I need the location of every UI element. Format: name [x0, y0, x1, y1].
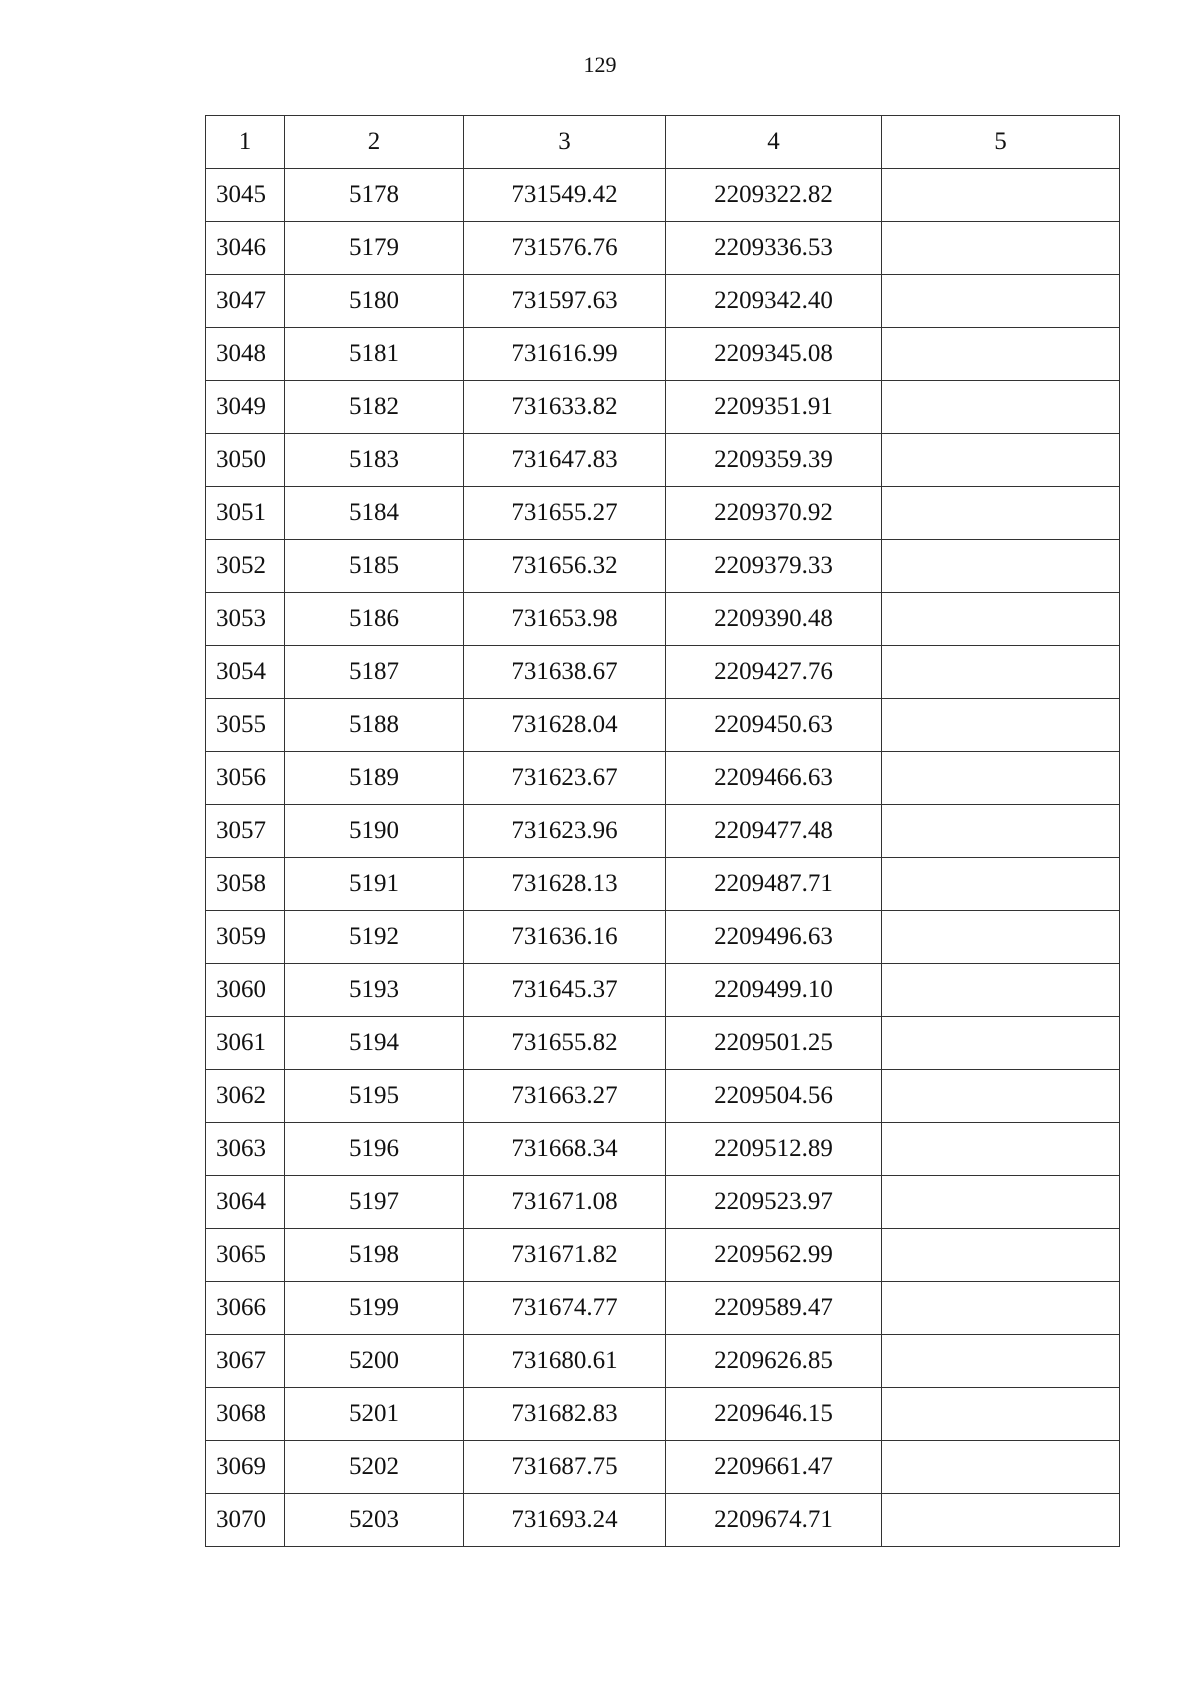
- table-cell-col-3: 731645.37: [464, 964, 666, 1017]
- table-cell-col-4: 2209646.15: [666, 1388, 882, 1441]
- table-cell-col-5: [882, 1176, 1120, 1229]
- table-row: [206, 1123, 1120, 1176]
- table-row: [206, 593, 1120, 646]
- table-cell-col-1: 3056: [206, 752, 285, 805]
- table-cell-col-2: 5201: [285, 1388, 464, 1441]
- table-cell-col-2: 5194: [285, 1017, 464, 1070]
- table-cell-col-4: 2209427.76: [666, 646, 882, 699]
- table-cell-col-4: 2209487.71: [666, 858, 882, 911]
- table-cell-col-4: 2209523.97: [666, 1176, 882, 1229]
- table-cell-col-4: 2209562.99: [666, 1229, 882, 1282]
- table-cell-col-3: 731623.67: [464, 752, 666, 805]
- table-cell-col-2: 5182: [285, 381, 464, 434]
- table-cell-col-2: 5189: [285, 752, 464, 805]
- column-header-1: 1: [206, 116, 285, 169]
- table-cell-col-4: 2209342.40: [666, 275, 882, 328]
- table-cell-col-5: [882, 858, 1120, 911]
- table-row: [206, 434, 1120, 487]
- table-cell-col-2: 5188: [285, 699, 464, 752]
- table-cell-col-3: 731656.32: [464, 540, 666, 593]
- table-row: [206, 1017, 1120, 1070]
- table-cell-col-5: [882, 487, 1120, 540]
- table-cell-col-5: [882, 752, 1120, 805]
- table-row: [206, 487, 1120, 540]
- table-cell-col-4: 2209322.82: [666, 169, 882, 222]
- table-cell-col-3: 731655.27: [464, 487, 666, 540]
- table-body: [206, 116, 1120, 1547]
- table-cell-col-2: 5195: [285, 1070, 464, 1123]
- table-cell-col-3: 731647.83: [464, 434, 666, 487]
- table-cell-col-3: 731682.83: [464, 1388, 666, 1441]
- table-cell-col-1: 3057: [206, 805, 285, 858]
- table-cell-col-1: 3054: [206, 646, 285, 699]
- table-cell-col-3: 731628.13: [464, 858, 666, 911]
- table-cell-col-3: 731671.82: [464, 1229, 666, 1282]
- table-row: [206, 328, 1120, 381]
- table-cell-col-1: 3066: [206, 1282, 285, 1335]
- table-cell-col-5: [882, 1335, 1120, 1388]
- table-row: [206, 275, 1120, 328]
- table-cell-col-3: 731549.42: [464, 169, 666, 222]
- table-cell-col-3: 731693.24: [464, 1494, 666, 1547]
- table-header-row: [206, 116, 1120, 169]
- table-cell-col-2: 5192: [285, 911, 464, 964]
- table-cell-col-3: 731668.34: [464, 1123, 666, 1176]
- table-cell-col-4: 2209351.91: [666, 381, 882, 434]
- table-cell-col-2: 5203: [285, 1494, 464, 1547]
- table-cell-col-3: 731597.63: [464, 275, 666, 328]
- table-cell-col-3: 731674.77: [464, 1282, 666, 1335]
- table-cell-col-4: 2209359.39: [666, 434, 882, 487]
- table-cell-col-5: [882, 1441, 1120, 1494]
- table-row: [206, 381, 1120, 434]
- table-cell-col-5: [882, 1229, 1120, 1282]
- table-row: [206, 1070, 1120, 1123]
- table-cell-col-1: 3067: [206, 1335, 285, 1388]
- table-cell-col-3: 731687.75: [464, 1441, 666, 1494]
- table-cell-col-2: 5198: [285, 1229, 464, 1282]
- table-row: [206, 169, 1120, 222]
- table-cell-col-1: 3070: [206, 1494, 285, 1547]
- column-header-2: 2: [285, 116, 464, 169]
- table-cell-col-2: 5196: [285, 1123, 464, 1176]
- table-cell-col-3: 731576.76: [464, 222, 666, 275]
- table-cell-col-3: 731663.27: [464, 1070, 666, 1123]
- table-cell-col-5: [882, 169, 1120, 222]
- table-cell-col-5: [882, 328, 1120, 381]
- table-cell-col-5: [882, 1070, 1120, 1123]
- column-header-4: 4: [666, 116, 882, 169]
- table-cell-col-5: [882, 1017, 1120, 1070]
- table-cell-col-2: 5183: [285, 434, 464, 487]
- table-cell-col-2: 5180: [285, 275, 464, 328]
- table-cell-col-4: 2209450.63: [666, 699, 882, 752]
- table-cell-col-2: 5178: [285, 169, 464, 222]
- table-cell-col-5: [882, 275, 1120, 328]
- table-row: [206, 1282, 1120, 1335]
- table-cell-col-3: 731671.08: [464, 1176, 666, 1229]
- table-cell-col-4: 2209390.48: [666, 593, 882, 646]
- table-cell-col-5: [882, 1282, 1120, 1335]
- table-cell-col-4: 2209674.71: [666, 1494, 882, 1547]
- table-cell-col-1: 3051: [206, 487, 285, 540]
- table-row: [206, 646, 1120, 699]
- table-cell-col-2: 5190: [285, 805, 464, 858]
- table-row: [206, 1229, 1120, 1282]
- table-cell-col-5: [882, 593, 1120, 646]
- table-cell-col-4: 2209504.56: [666, 1070, 882, 1123]
- table-cell-col-4: 2209661.47: [666, 1441, 882, 1494]
- table-cell-col-1: 3052: [206, 540, 285, 593]
- table-cell-col-5: [882, 381, 1120, 434]
- table-cell-col-2: 5184: [285, 487, 464, 540]
- table-cell-col-3: 731628.04: [464, 699, 666, 752]
- table-row: [206, 858, 1120, 911]
- table-cell-col-3: 731655.82: [464, 1017, 666, 1070]
- table-row: [206, 964, 1120, 1017]
- table-cell-col-1: 3068: [206, 1388, 285, 1441]
- table-cell-col-1: 3063: [206, 1123, 285, 1176]
- table-cell-col-4: 2209512.89: [666, 1123, 882, 1176]
- table-cell-col-1: 3059: [206, 911, 285, 964]
- table-cell-col-1: 3048: [206, 328, 285, 381]
- table-cell-col-3: 731638.67: [464, 646, 666, 699]
- table-cell-col-5: [882, 805, 1120, 858]
- table-cell-col-1: 3055: [206, 699, 285, 752]
- table-row: [206, 1494, 1120, 1547]
- table-cell-col-1: 3060: [206, 964, 285, 1017]
- table-cell-col-2: 5199: [285, 1282, 464, 1335]
- table-cell-col-2: 5179: [285, 222, 464, 275]
- table-cell-col-2: 5187: [285, 646, 464, 699]
- table-cell-col-1: 3062: [206, 1070, 285, 1123]
- table-cell-col-5: [882, 964, 1120, 1017]
- table-cell-col-1: 3047: [206, 275, 285, 328]
- table-cell-col-3: 731623.96: [464, 805, 666, 858]
- column-header-3: 3: [464, 116, 666, 169]
- table-cell-col-5: [882, 646, 1120, 699]
- table-cell-col-4: 2209477.48: [666, 805, 882, 858]
- table-cell-col-2: 5191: [285, 858, 464, 911]
- table-cell-col-1: 3046: [206, 222, 285, 275]
- table-row: [206, 1176, 1120, 1229]
- table-row: [206, 1335, 1120, 1388]
- table-cell-col-1: 3064: [206, 1176, 285, 1229]
- table-cell-col-4: 2209370.92: [666, 487, 882, 540]
- table-row: [206, 222, 1120, 275]
- table-cell-col-4: 2209496.63: [666, 911, 882, 964]
- table-cell-col-3: 731680.61: [464, 1335, 666, 1388]
- table-cell-col-4: 2209466.63: [666, 752, 882, 805]
- table-cell-col-5: [882, 434, 1120, 487]
- table-cell-col-4: 2209626.85: [666, 1335, 882, 1388]
- table-cell-col-3: 731616.99: [464, 328, 666, 381]
- table-cell-col-3: 731633.82: [464, 381, 666, 434]
- coordinates-table: [205, 115, 1120, 1547]
- table-cell-col-5: [882, 1494, 1120, 1547]
- table-cell-col-1: 3045: [206, 169, 285, 222]
- column-header-5: 5: [882, 116, 1120, 169]
- table-row: [206, 1441, 1120, 1494]
- table-row: [206, 699, 1120, 752]
- table-cell-col-1: 3061: [206, 1017, 285, 1070]
- table-cell-col-4: 2209589.47: [666, 1282, 882, 1335]
- table-cell-col-4: 2209501.25: [666, 1017, 882, 1070]
- table-cell-col-2: 5200: [285, 1335, 464, 1388]
- table-cell-col-5: [882, 911, 1120, 964]
- table-cell-col-2: 5185: [285, 540, 464, 593]
- table-cell-col-4: 2209345.08: [666, 328, 882, 381]
- table-row: [206, 805, 1120, 858]
- table-cell-col-1: 3053: [206, 593, 285, 646]
- table-cell-col-5: [882, 540, 1120, 593]
- table-cell-col-2: 5193: [285, 964, 464, 1017]
- table-cell-col-2: 5197: [285, 1176, 464, 1229]
- table-cell-col-3: 731636.16: [464, 911, 666, 964]
- table-cell-col-2: 5186: [285, 593, 464, 646]
- page-number: 129: [583, 52, 617, 77]
- table-cell-col-5: [882, 1388, 1120, 1441]
- table-cell-col-1: 3049: [206, 381, 285, 434]
- table-cell-col-2: 5181: [285, 328, 464, 381]
- table-cell-col-4: 2209336.53: [666, 222, 882, 275]
- table-cell-col-1: 3069: [206, 1441, 285, 1494]
- table-cell-col-4: 2209379.33: [666, 540, 882, 593]
- table-row: [206, 540, 1120, 593]
- table-cell-col-5: [882, 222, 1120, 275]
- table-row: [206, 752, 1120, 805]
- table-row: [206, 911, 1120, 964]
- table-cell-col-3: 731653.98: [464, 593, 666, 646]
- table-row: [206, 1388, 1120, 1441]
- table-cell-col-5: [882, 1123, 1120, 1176]
- table-cell-col-1: 3058: [206, 858, 285, 911]
- table-cell-col-4: 2209499.10: [666, 964, 882, 1017]
- table-cell-col-1: 3065: [206, 1229, 285, 1282]
- table-cell-col-2: 5202: [285, 1441, 464, 1494]
- table-cell-col-1: 3050: [206, 434, 285, 487]
- table-cell-col-5: [882, 699, 1120, 752]
